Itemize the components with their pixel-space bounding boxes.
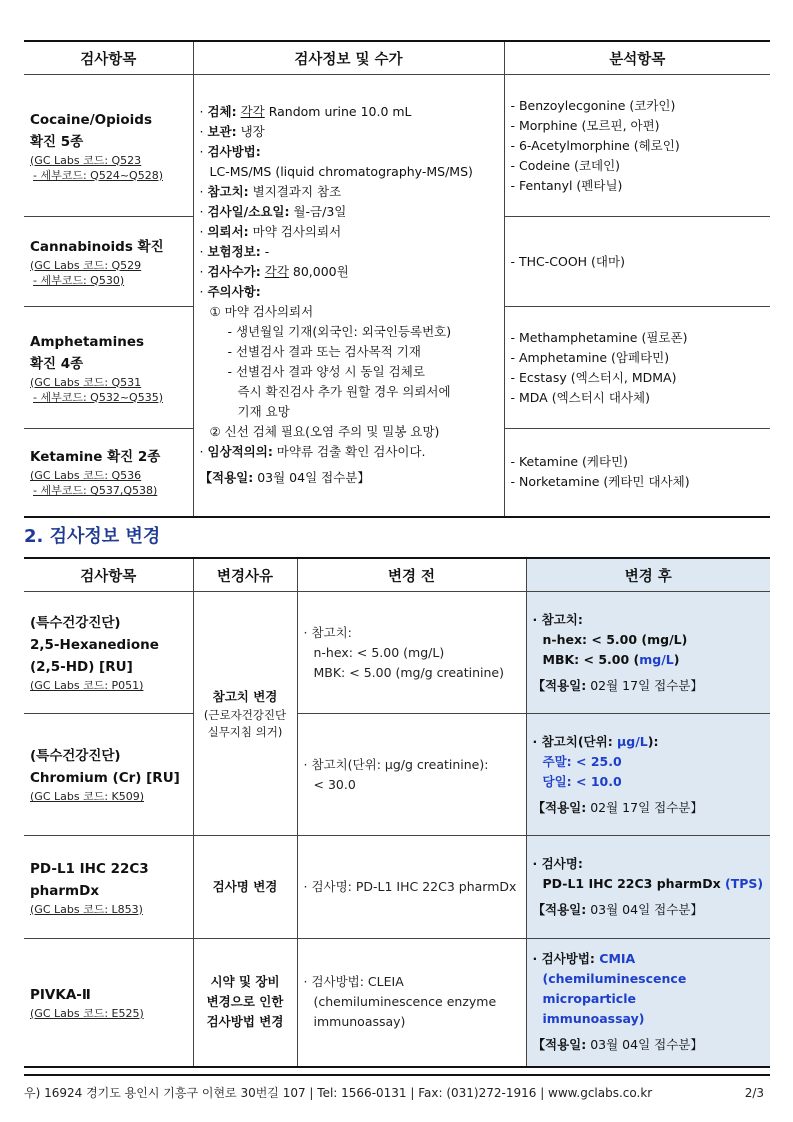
lab-code: (GC Labs 코드: L853) bbox=[30, 902, 143, 916]
note-1b: - 선별검사 결과 또는 검사목적 기재 bbox=[227, 344, 421, 360]
note-1c-cont2: 기재 요망 bbox=[237, 404, 290, 420]
before-line: · 검사명: PD-L1 IHC 22C3 pharmDx bbox=[303, 879, 517, 894]
lab-code: (GC Labs 코드: Q536 bbox=[30, 469, 142, 483]
test-item-name: PD-L1 IHC 22C3 bbox=[30, 860, 149, 877]
apply-date-value: 02월 17일 접수분】 bbox=[586, 799, 703, 815]
before-line: · 참고치: bbox=[303, 624, 352, 640]
reason-line: 검사방법 변경 bbox=[206, 1014, 284, 1030]
test-item-cell bbox=[24, 429, 193, 517]
page-number: 2/3 bbox=[744, 1086, 764, 1100]
note-1c-cont: 즉시 확진검사 추가 원할 경우 의뢰서에 bbox=[237, 384, 451, 400]
test-item-cell bbox=[24, 307, 193, 429]
lab-code: (GC Labs 코드: Q531 bbox=[30, 375, 142, 389]
specimen-label: 검체: bbox=[207, 104, 237, 120]
after-line: immunoassay) bbox=[542, 1011, 645, 1027]
reason-cell bbox=[193, 939, 297, 1067]
before-line: n-hex: < 5.00 (mg/L) bbox=[313, 644, 445, 660]
after-line: 당일: < 10.0 bbox=[542, 773, 622, 789]
table-header-row bbox=[24, 558, 770, 592]
lab-code: (GC Labs 코드: K509) bbox=[30, 790, 145, 803]
test-item-name: (특수건강진단) bbox=[30, 748, 121, 764]
sub-code: - 세부코드: Q530) bbox=[33, 273, 125, 287]
analyte: - Ecstasy (엑스터시, MDMA) bbox=[510, 369, 677, 385]
col-header-after: 변경 후 bbox=[526, 558, 770, 592]
note-1: ① 마약 검사의뢰서 bbox=[209, 304, 314, 320]
analyte: - Morphine (모르핀, 아편) bbox=[510, 117, 660, 133]
notes-label: 주의사항: bbox=[207, 284, 261, 300]
after-label: · 참고치: bbox=[532, 611, 583, 627]
drug-test-table bbox=[24, 40, 770, 518]
test-item-name: Chromium (Cr) [RU] bbox=[30, 770, 180, 786]
changed-unit: mg/L bbox=[639, 651, 674, 667]
analytes-cell bbox=[504, 307, 770, 429]
test-item-name: Cannabinoids 확진 bbox=[30, 238, 164, 255]
apply-date-value: 02월 17일 접수분】 bbox=[586, 677, 703, 693]
request-form-value: 마약 검사의뢰서 bbox=[248, 224, 342, 240]
analyte: - Fentanyl (펜타닐) bbox=[510, 177, 623, 193]
table-row bbox=[24, 75, 770, 217]
sub-code: - 세부코드: Q524~Q528) bbox=[33, 168, 163, 182]
footer-contact: 우) 16924 경기도 용인시 기흥구 이현로 30번길 107 | Tel: 1566-0131 | Fax: (031)272-1916 | www.gclabs.co.kr bbox=[24, 1086, 653, 1100]
test-info-cell: · 검체: 각각 Random urine 10.0 mL · 보관: 냉장 · 검사방법: LC-MS/MS (liquid chromatography-MS/MS) · 참고치: 별지결과지 참조 · 검사일/소요일: 월-금/3일 · 의뢰서: 마약 검사의뢰서 · 보험정보: - · 검사수가: 각각 80,000원 · 주의사항: ① 마약 검사의뢰서 - 생년월일 기재(외국인: 외국인등록번호) - 선별검사 결과 또는 검사목적 기재 - 선별검사 결과 양성 시 동일 검체로 즉시 확진검사 추가 원할 경우 의뢰서에 기재 요망 ② 신선 검체 필요(오염 주의 및 밀봉 요망) · 임상적의의: 마약류 검출 확인 검사이다. 【적용일: 03월 04일 접수분】 bbox=[193, 75, 504, 517]
test-item-name: Ketamine 확진 2종 bbox=[30, 449, 161, 466]
after-label: · 참고치(단위: bbox=[532, 733, 618, 749]
after-cell bbox=[526, 592, 770, 714]
table-row bbox=[24, 714, 770, 836]
note-1a: - 생년월일 기재(외국인: 외국인등록번호) bbox=[227, 324, 452, 340]
test-item-name: Amphetamines bbox=[30, 333, 145, 350]
insurance-label: 보험정보: bbox=[207, 244, 261, 260]
after-line: MBK: < 5.00 ( bbox=[542, 651, 640, 667]
col-header-reason: 변경사유 bbox=[193, 558, 297, 592]
analytes-cell bbox=[504, 217, 770, 307]
reference-label: 참고치: bbox=[207, 184, 249, 200]
after-label: · 검사방법: bbox=[532, 951, 600, 967]
method-label: 검사방법: bbox=[207, 144, 261, 160]
col-header-item: 검사항목 bbox=[24, 41, 193, 75]
after-label-end: ): bbox=[647, 733, 659, 749]
analyte: - Ketamine (케타민) bbox=[510, 454, 629, 470]
fee-value: 80,000원 bbox=[288, 264, 349, 280]
after-cell bbox=[526, 714, 770, 836]
after-line: n-hex: < 5.00 (mg/L) bbox=[542, 631, 688, 647]
table-header-row bbox=[24, 41, 770, 75]
test-item-name: PIVKA-Ⅱ bbox=[30, 986, 91, 1003]
analyte: - 6-Acetylmorphine (헤로인) bbox=[510, 137, 680, 153]
apply-date-value: 03월 04일 접수분】 bbox=[586, 902, 703, 917]
clinical-label: 임상적의의: bbox=[207, 444, 273, 460]
apply-date-label: 【적용일: bbox=[532, 677, 587, 693]
after-line: PD-L1 IHC 22C3 pharmDx bbox=[542, 876, 725, 891]
after-cell bbox=[526, 939, 770, 1067]
reason-line: 변경으로 인한 bbox=[206, 994, 284, 1010]
storage-label: 보관: bbox=[207, 124, 237, 140]
before-cell bbox=[297, 592, 526, 714]
test-day-label: 검사일/소요일: bbox=[207, 204, 290, 220]
section-title: 2. 검사정보 변경 bbox=[24, 526, 161, 547]
test-item-cell bbox=[24, 217, 193, 307]
changed-text: CMIA bbox=[599, 951, 636, 967]
apply-date-value: 03월 04일 접수분】 bbox=[253, 470, 370, 486]
before-cell bbox=[297, 939, 526, 1067]
test-item-cell bbox=[24, 714, 193, 836]
lab-code: (GC Labs 코드: Q529 bbox=[30, 258, 142, 272]
reference-value: 별지결과지 참조 bbox=[248, 184, 342, 200]
storage-value: 냉장 bbox=[236, 124, 265, 140]
apply-date-label: 【적용일: bbox=[532, 1037, 587, 1053]
before-line: < 30.0 bbox=[313, 776, 356, 792]
page-footer bbox=[24, 1074, 770, 1112]
before-cell bbox=[297, 714, 526, 836]
test-item-name: (2,5-HD) [RU] bbox=[30, 659, 133, 675]
test-item-name: pharmDx bbox=[30, 882, 100, 899]
lab-code: (GC Labs 코드: P051) bbox=[30, 679, 144, 692]
table-row bbox=[24, 939, 770, 1067]
analyte: - MDA (엑스터시 대사체) bbox=[510, 389, 650, 405]
col-header-analytes: 분석항목 bbox=[504, 41, 770, 75]
changed-unit: μg/L bbox=[617, 733, 648, 749]
changed-text: (TPS) bbox=[725, 876, 764, 891]
before-line: MBK: < 5.00 (mg/g creatinine) bbox=[313, 664, 504, 680]
analyte: - Methamphetamine (필로폰) bbox=[510, 329, 688, 345]
specimen-each: 각각 bbox=[240, 104, 265, 120]
specimen-value: Random urine 10.0 mL bbox=[264, 104, 412, 120]
fee-each: 각각 bbox=[264, 264, 289, 280]
fee-label: 검사수가: bbox=[207, 264, 261, 280]
test-item-cell bbox=[24, 836, 193, 939]
note-1c: - 선별검사 결과 양성 시 동일 검체로 bbox=[227, 364, 425, 380]
analytes-cell bbox=[504, 429, 770, 517]
sub-code: - 세부코드: Q532~Q535) bbox=[33, 390, 163, 404]
insurance-value: - bbox=[260, 244, 270, 260]
note-2: ② 신선 검체 필요(오염 주의 및 밀봉 요망) bbox=[209, 424, 440, 440]
analyte: - Norketamine (케타민 대사체) bbox=[510, 474, 690, 490]
sub-code: - 세부코드: Q537,Q538) bbox=[33, 484, 158, 498]
before-line: · 참고치(단위: μg/g creatinine): bbox=[303, 756, 489, 772]
info-change-table bbox=[24, 557, 770, 1068]
before-cell bbox=[297, 836, 526, 939]
table-row bbox=[24, 836, 770, 939]
apply-date-label: 【적용일: bbox=[532, 902, 587, 917]
method-value: LC-MS/MS (liquid chromatography-MS/MS) bbox=[209, 164, 473, 180]
before-line: (chemiluminescence enzyme bbox=[313, 994, 497, 1010]
analyte: - Benzoylecgonine (코카인) bbox=[510, 97, 676, 113]
before-line: · 검사방법: CLEIA bbox=[303, 974, 404, 990]
reason-sub: (근로자건강진단 bbox=[203, 707, 287, 722]
test-item-name: 확진 5종 bbox=[30, 133, 84, 150]
test-item-name: 2,5-Hexanedione bbox=[30, 637, 159, 653]
analyte: - Codeine (코데인) bbox=[510, 157, 621, 173]
analytes-cell bbox=[504, 75, 770, 217]
apply-date-label: 【적용일: bbox=[532, 799, 587, 815]
test-item-name: Cocaine/Opioids bbox=[30, 111, 152, 128]
reason-cell bbox=[193, 592, 297, 836]
after-line: (chemiluminescence microparticle bbox=[542, 971, 687, 1007]
analyte: - THC-COOH (대마) bbox=[510, 253, 625, 269]
clinical-value: 마약류 검출 확인 검사이다. bbox=[272, 444, 426, 460]
table-row bbox=[24, 592, 770, 714]
request-form-label: 의뢰서: bbox=[207, 224, 249, 240]
analyte: - Amphetamine (암페타민) bbox=[510, 349, 670, 365]
reason-sub: 실무지침 의거) bbox=[207, 724, 283, 739]
after-cell bbox=[526, 836, 770, 939]
col-header-info: 검사정보 및 수가 bbox=[193, 41, 504, 75]
test-item-cell bbox=[24, 592, 193, 714]
apply-date-value: 03월 04일 접수분】 bbox=[586, 1037, 703, 1053]
before-line: immunoassay) bbox=[313, 1014, 406, 1030]
reason-title: 검사명 변경 bbox=[212, 879, 278, 894]
apply-date-label: 【적용일: bbox=[199, 470, 254, 486]
col-header-item: 검사항목 bbox=[24, 558, 193, 592]
reason-cell bbox=[193, 836, 297, 939]
test-item-name: (특수건강진단) bbox=[30, 615, 121, 631]
after-line: 주말: < 25.0 bbox=[542, 753, 622, 769]
lab-code: (GC Labs 코드: E525) bbox=[30, 1006, 144, 1020]
test-item-cell bbox=[24, 75, 193, 217]
test-item-name: 확진 4종 bbox=[30, 355, 84, 372]
reason-title: 참고치 변경 bbox=[212, 688, 278, 704]
test-item-cell bbox=[24, 939, 193, 1067]
reason-line: 시약 및 장비 bbox=[210, 974, 280, 990]
test-day-value: 월-금/3일 bbox=[289, 204, 347, 220]
col-header-before: 변경 전 bbox=[297, 558, 526, 592]
after-label: · 검사명: bbox=[532, 856, 583, 871]
after-line-end: ) bbox=[673, 651, 680, 667]
lab-code: (GC Labs 코드: Q523 bbox=[30, 153, 142, 167]
